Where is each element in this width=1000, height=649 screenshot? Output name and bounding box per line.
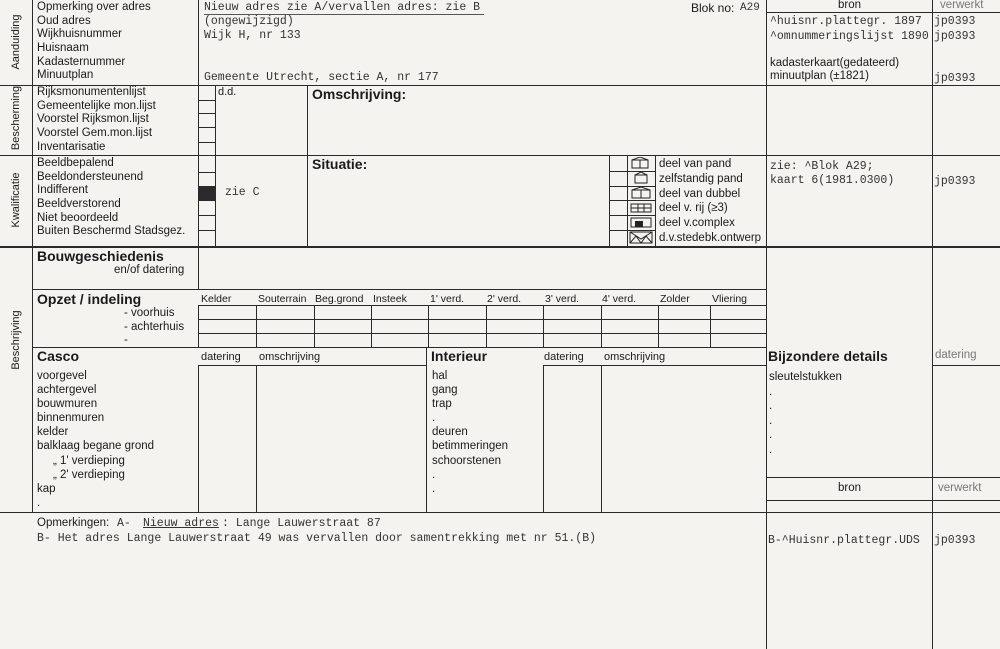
bescherming-labels bbox=[37, 86, 156, 154]
opzet-row-voorhuis: - voorhuis bbox=[124, 307, 175, 319]
label-voorstel-rijksmon: Voorstel Rijksmon.lijst bbox=[37, 113, 149, 126]
minuutplan-value: Gemeente Utrecht, sectie A, nr 177 bbox=[204, 71, 439, 84]
col-insteek: Insteek bbox=[373, 293, 407, 305]
verwerkt-header-bottom: verwerkt bbox=[938, 482, 982, 494]
situatie-deel-v-complex: deel v.complex bbox=[659, 217, 735, 230]
casco-binnenmuren: binnenmuren bbox=[37, 412, 105, 425]
casco-voorgevel: voorgevel bbox=[37, 370, 87, 382]
interieur-heading: Interieur bbox=[431, 348, 488, 364]
side-label-aanduiding: Aanduiding bbox=[10, 14, 22, 70]
interieur-hal: hal bbox=[432, 370, 448, 382]
bijzondere-dot-2: . bbox=[769, 400, 773, 413]
en-of-datering-label: en/of datering bbox=[114, 264, 185, 276]
situatie-stedebk-ontwerp: d.v.stedebk.ontwerp bbox=[659, 231, 762, 244]
zie-c-note: zie C bbox=[225, 186, 260, 199]
bron-row-2: ^omnummeringslijst 1890 bbox=[770, 30, 929, 43]
situatie-label: Situatie: bbox=[312, 156, 368, 172]
situatie-deel-van-pand: deel van pand bbox=[659, 158, 732, 170]
opmerkingen-label: Opmerkingen: bbox=[37, 517, 110, 529]
blok-label: Blok no: bbox=[691, 1, 735, 15]
bijzondere-dot-3: . bbox=[769, 414, 773, 427]
situatie-options bbox=[659, 157, 761, 246]
side-label-kwalificatie: Kwalificatie bbox=[10, 172, 22, 228]
aanduiding-labels bbox=[37, 1, 151, 83]
kwalificatie-labels bbox=[37, 157, 185, 239]
label-indifferent: Indifferent bbox=[37, 184, 88, 197]
casco-datering-header: datering bbox=[201, 351, 241, 363]
label-beeldondersteunend: Beeldondersteunend bbox=[37, 170, 144, 183]
casco-achtergevel: achtergevel bbox=[37, 384, 97, 397]
col-souterrain: Souterrain bbox=[258, 293, 307, 305]
verwerkt-row-4: jp0393 bbox=[934, 72, 976, 85]
situatie-zelfstandig-pand: zelfstandig pand bbox=[659, 172, 743, 185]
label-voorstel-gem-mon: Voorstel Gem.mon.lijst bbox=[37, 127, 153, 140]
bijzondere-dot-4: . bbox=[769, 429, 773, 442]
bijzondere-datering-header: datering bbox=[935, 349, 977, 361]
kwalificatie-bron-2: kaart 6(1981.0300) bbox=[770, 174, 895, 187]
bijzondere-dot-5: . bbox=[769, 443, 773, 456]
label-buiten-beschermd: Buiten Beschermd Stadsgez. bbox=[37, 225, 186, 238]
label-kadasternummer: Kadasternummer bbox=[37, 55, 126, 68]
bron-row-3: kadasterkaart(gedateerd) bbox=[770, 57, 900, 69]
situatie-deel-v-rij: deel v. rij (≥3) bbox=[659, 202, 728, 215]
oud-adres-value: (ongewijzigd) bbox=[204, 15, 294, 28]
deel-van-pand-icon bbox=[628, 157, 654, 170]
casco-bouwmuren: bouwmuren bbox=[37, 398, 98, 411]
casco-items bbox=[37, 369, 154, 510]
omschrijving-label: Omschrijving: bbox=[312, 86, 407, 102]
verwerkt-row-1: jp0393 bbox=[934, 15, 976, 28]
casco-1-verdieping: „ 1' verdieping bbox=[53, 454, 125, 467]
label-minuutplan: Minuutplan bbox=[37, 69, 94, 82]
col-4-verd: 4' verd. bbox=[602, 293, 637, 305]
col-zolder: Zolder bbox=[660, 293, 690, 305]
bron-row-4: minuutplan (±1821) bbox=[770, 70, 870, 82]
bron-header-bottom: bron bbox=[838, 482, 862, 494]
label-wijkhuisnummer: Wijkhuisnummer bbox=[37, 28, 122, 41]
wijk-value: Wijk H, nr 133 bbox=[204, 29, 301, 42]
stedebk-ontwerp-icon bbox=[628, 231, 654, 244]
label-gemeentelijke-mon-lijst: Gemeentelijke mon.lijst bbox=[37, 99, 156, 112]
zelfstandig-pand-icon bbox=[628, 172, 654, 185]
kwalificatie-verwerkt: jp0393 bbox=[934, 175, 976, 188]
side-label-bescherming: Bescherming bbox=[10, 85, 22, 151]
interieur-deuren: deuren bbox=[432, 426, 468, 439]
casco-kelder: kelder bbox=[37, 426, 69, 439]
opmerking-value: Nieuw adres zie A/vervallen adres: zie B bbox=[204, 1, 481, 14]
label-beeldverstorend: Beeldverstorend bbox=[37, 198, 121, 211]
casco-kap: kap bbox=[37, 482, 56, 495]
interieur-trap: trap bbox=[432, 398, 452, 411]
opmerking-a-prefix: A- bbox=[117, 517, 131, 530]
opmerking-a-underlined: Nieuw adres bbox=[143, 517, 219, 530]
side-label-beschrijving: Beschrijving bbox=[10, 310, 22, 370]
situatie-deel-van-dubbel: deel van dubbel bbox=[659, 187, 741, 200]
opzet-row-empty: - bbox=[124, 334, 128, 347]
opmerking-bron: B-^Huisnr.plattegr.UDS bbox=[768, 534, 920, 547]
opmerking-a-rest: : Lange Lauwerstraat 87 bbox=[222, 517, 381, 530]
label-rijksmonumentenlijst: Rijksmonumentenlijst bbox=[37, 86, 146, 98]
interieur-dot-2: . bbox=[432, 468, 436, 481]
bron-row-1: ^huisnr.plattegr. 1897 bbox=[770, 15, 922, 28]
label-beeldbepalend: Beeldbepalend bbox=[37, 157, 114, 169]
verwerkt-row-2: jp0393 bbox=[934, 30, 976, 43]
label-niet-beoordeeld: Niet beoordeeld bbox=[37, 211, 119, 224]
col-vliering: Vliering bbox=[712, 293, 748, 305]
verwerkt-header: verwerkt bbox=[940, 0, 984, 11]
col-2-verd: 2' verd. bbox=[487, 293, 522, 305]
label-inventarisatie: Inventarisatie bbox=[37, 140, 106, 153]
col-1-verd: 1' verd. bbox=[430, 293, 465, 305]
opmerking-verwerkt: jp0393 bbox=[934, 534, 976, 547]
checkbox-indifferent-checked[interactable] bbox=[199, 187, 215, 200]
interieur-dot-1: . bbox=[432, 412, 436, 425]
opzet-row-labels bbox=[124, 307, 184, 348]
interieur-datering-header: datering bbox=[544, 351, 584, 363]
dd-label: d.d. bbox=[218, 86, 237, 98]
casco-omschrijving-header: omschrijving bbox=[259, 351, 321, 363]
opmerking-b: B- Het adres Lange Lauwerstraat 49 was vervallen door samentrekking met nr 51.(B) bbox=[37, 532, 596, 545]
col-beg-grond: Beg.grond bbox=[315, 293, 364, 305]
label-opmerking-adres: Opmerking over adres bbox=[37, 1, 151, 13]
interieur-items bbox=[432, 369, 508, 496]
interieur-betimmeringen: betimmeringen bbox=[432, 440, 509, 453]
col-3-verd: 3' verd. bbox=[545, 293, 580, 305]
bijzondere-details-heading: Bijzondere details bbox=[768, 348, 888, 364]
casco-dot: . bbox=[37, 496, 41, 509]
deel-v-complex-icon bbox=[628, 216, 654, 229]
kwalificatie-bron-1: zie: ^Blok A29; bbox=[770, 160, 874, 173]
interieur-dot-3: . bbox=[432, 482, 436, 495]
casco-2-verdieping: „ 2' verdieping bbox=[53, 468, 125, 481]
opzet-row-achterhuis: - achterhuis bbox=[124, 320, 185, 333]
bijzondere-dot-1: . bbox=[769, 385, 773, 398]
blok-value: A29 bbox=[740, 2, 760, 14]
casco-heading: Casco bbox=[37, 348, 80, 364]
deel-v-rij-icon bbox=[628, 201, 654, 214]
label-huisnaam: Huisnaam bbox=[37, 42, 89, 55]
interieur-schoorstenen: schoorstenen bbox=[432, 454, 502, 467]
bron-header: bron bbox=[838, 0, 862, 11]
opzet-indeling-heading: Opzet / indeling bbox=[37, 291, 142, 307]
col-kelder: Kelder bbox=[201, 293, 232, 305]
interieur-gang: gang bbox=[432, 384, 458, 397]
interieur-omschrijving-header: omschrijving bbox=[604, 351, 666, 363]
bijzondere-items bbox=[769, 370, 842, 458]
label-oud-adres: Oud adres bbox=[37, 14, 91, 27]
bijzondere-sleutelstukken: sleutelstukken bbox=[769, 371, 842, 383]
casco-balklaag: balklaag begane grond bbox=[37, 440, 155, 453]
bouwgeschiedenis-heading: Bouwgeschiedenis bbox=[37, 248, 164, 264]
deel-van-dubbel-icon bbox=[628, 187, 654, 200]
